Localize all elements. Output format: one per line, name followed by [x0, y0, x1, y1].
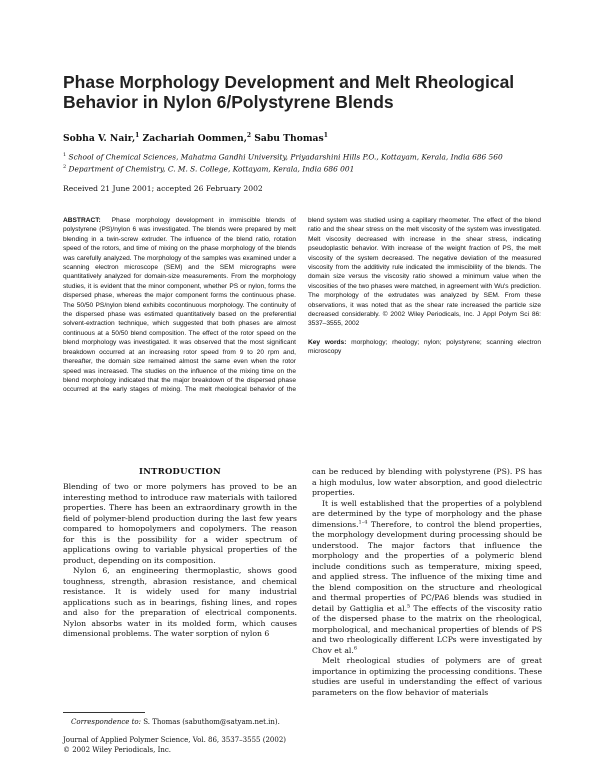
citation-ref: 5: [407, 602, 411, 609]
received-dates: Received 21 June 2001; accepted 26 February 2002: [63, 184, 263, 193]
citation-ref: 6: [353, 644, 358, 651]
author-name: Zachariah Oommen,: [142, 133, 247, 145]
body-paragraph: Blending of two or more polymers has proved to be an interesting method to introduce raw materials with tailored properties. There has been an extraordinary growth in the field of polymer-blend production during the last few years compared to homopolymers and copolymers. The reason for this is the possibility for a wider spectrum of applications owing to variable physical properties of the product, depending on its composition.: [63, 482, 297, 565]
keywords-label: Key words:: [308, 338, 347, 346]
affiliation-text: School of Chemical Sciences, Mahatma Gandhi University, Priyadarshini Hills P.O., Kottayam, Kerala, India 686 560: [68, 152, 503, 162]
body-paragraph: Nylon 6, an engineering thermoplastic, shows good toughness, strength, abrasion resistance, and chemical resistance. It is widely used for many industrial applications such as in bearings, fishing lines, and ropes and also for the preparation of electrical components. Nylon absorbs water in its molded form, which causes dimensional problems. The water sorption of nylon 6: [63, 566, 297, 638]
abstract-label: ABSTRACT:: [63, 217, 101, 224]
affiliation-mark: 1: [63, 152, 67, 158]
affiliation: [63, 162, 563, 174]
paper-title: Phase Morphology Development and Melt Rheological Behavior in Nylon 6/Polystyrene Blends: [63, 72, 515, 112]
text-run: It is well established that the properties of a polyblend are determined by the type of morphology and the phase dimensions.: [312, 498, 542, 529]
correspondence-footnote: [71, 718, 280, 726]
body-paragraph: [312, 499, 542, 657]
affiliation-text: Department of Chemistry, C. M. S. College, Kottayam, Kerala, India 686 001: [68, 164, 355, 174]
text-run: The effects of the viscosity ratio of the dispersed phase to the matrix on the rheological, morphological, and mechanical properties of blends of PS and two rheologically different LCPs were investigated by Chov et al.: [312, 603, 542, 655]
abstract-text: Phase morphology development in immiscible blends of polystyrene (PS)/nylon 6 was investigated. The blends were prepared by melt blending in a twin-screw extruder. The influence of the blend ratio, rotation speed of the rotors, and time of mixing on the phase morphology of the blends was carefully analyzed. The morphology of the samples was examined under a scanning electron microscope (SEM) and the SEM micrographs were quantitatively analyzed for domain-size measurements. From the morphology studies, it is evident that the minor component, whether PS or nylon, forms the dispersed phase, whereas the major component forms the continuous phase. The 50/50 PS/nylon blend exhibits cocontinuous morphology. The continuity of the dispersed phase was estimated quantitatively based on the preferential solvent-extraction technique, which suggested that both phases are almost continuous at a 50/50 blend composition. The effect of the rotor speed on the blend morphology was investigated. It was observed that the most significant breakdown occurred at an increasing rotor speed from 9 to 20 rpm and, thereafter, the domain size remained almost the same even when the rotor speed was increased. The studies on the influence of the mixing time on the blend morphology indicated that the major breakdown of the dispersed phase occurred at the early stages of mixing. The melt rheological behavior of the blend system was studied using a capillary rheometer. The effect of the blend ratio and the shear stress on the melt viscosity of the system was investigated. Melt viscosity decreased with increase in the shear stress, indicating pseudoplastic behavior. With increase of the weight fraction of PS, the melt viscosity of the system decreased. The negative deviation of the measured viscosity from the additivity rule indicated the immiscibility of the blends. The domain size versus the viscosity ratio showed a minimum value when the viscosities of the two phases were matched, in agreement with Wu's prediction. The morphology of the extrudates was analyzed by SEM. From these observations, it was noted that as the shear rate increased the particle size decreased considerably. © 2002 Wiley Periodicals, Inc. J Appl Polym Sci 86: 3537–3555, 2002: [63, 217, 541, 394]
section-heading: INTRODUCTION: [139, 466, 221, 476]
body-column-right: [312, 467, 542, 698]
author-affiliation-mark: 1: [135, 132, 140, 139]
body-paragraph: Melt rheological studies of polymers are of great importance in optimizing the processing conditions. These studies are useful in understanding the effect of various parameters on the flow behavior of materials: [312, 656, 542, 697]
text-run: Therefore, to control the blend properties, the morphology development during processing should be understood. The major factors that influence the morphology and the properties of a polymeric blend include conditions such as temperature, mixing speed, and applied stress. The influence of the mixing time and the blend composition on the structure and rheological and thermal properties of PC/PA6 blends was studied in detail by Gattiglia et al.: [312, 519, 542, 613]
author-list: [63, 130, 328, 145]
body-paragraph: can be reduced by blending with polystyrene (PS). PS has a high modulus, low water absorption, and good dielectric properties.: [312, 467, 542, 497]
body-column-left: [63, 482, 297, 640]
correspondence-text: S. Thomas (sabuthom@satyam.net.in).: [143, 718, 280, 726]
citation-ref: 1–4: [358, 518, 368, 525]
affiliation: [63, 150, 563, 162]
author-name: Sabu Thomas: [254, 133, 324, 145]
abstract-block: [63, 216, 541, 402]
abstract-paragraph: [63, 216, 541, 402]
journal-info: [63, 736, 286, 755]
keywords-paragraph: [308, 338, 541, 357]
correspondence-label: Correspondence to:: [71, 718, 142, 726]
footnote-rule: [63, 712, 145, 713]
affiliation-mark: 2: [63, 164, 67, 171]
copyright-line: © 2002 Wiley Periodicals, Inc.: [63, 745, 171, 754]
author-name: Sobha V. Nair,: [63, 133, 136, 145]
author-affiliation-mark: 2: [246, 132, 252, 139]
author-affiliation-mark: 1: [323, 132, 328, 139]
keywords-text: morphology; rheology; nylon; polystyrene; scanning electron microscopy: [308, 338, 541, 356]
affiliation-list: [63, 150, 563, 175]
journal-citation: Journal of Applied Polymer Science, Vol. 86, 3537–3555 (2002): [63, 736, 287, 744]
